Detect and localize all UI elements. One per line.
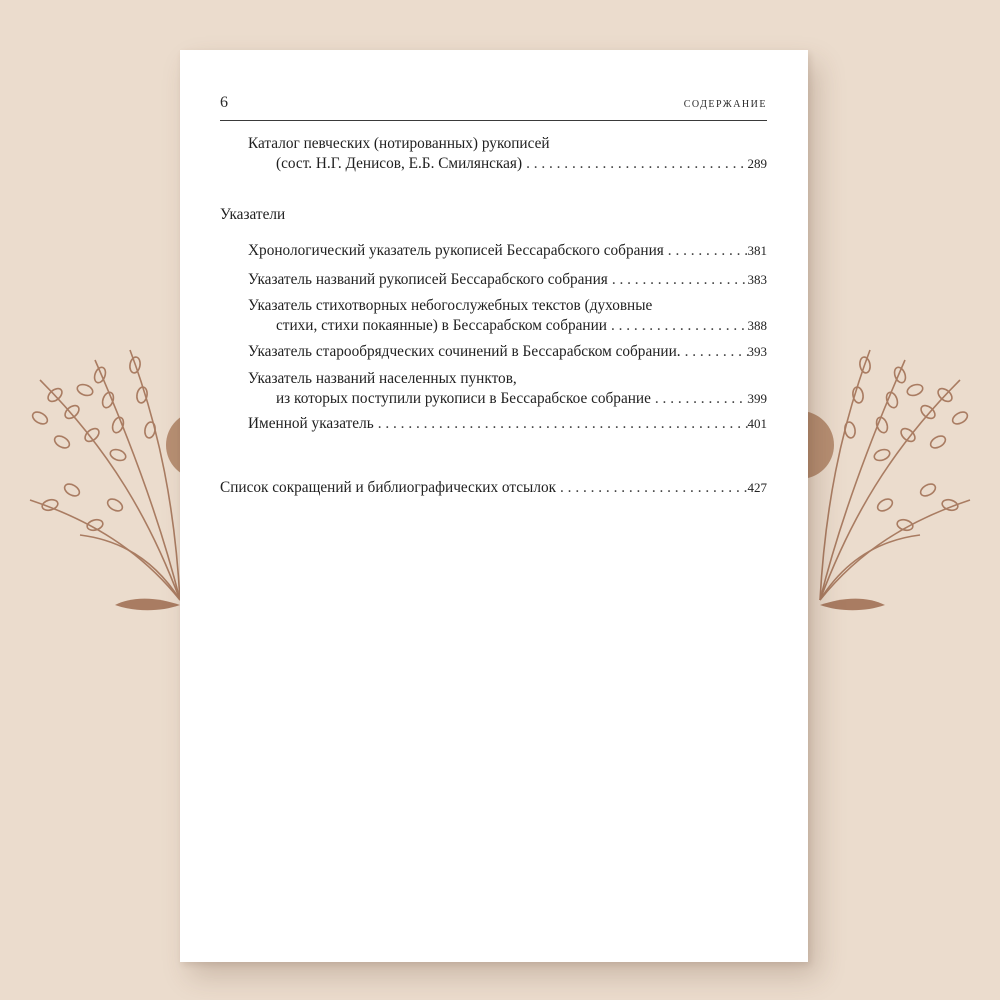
toc-entry-title-continued: стихи, стихи покаянные) в Бессарабском собрании — [276, 317, 607, 334]
section-heading-indexes: Указатели — [220, 206, 286, 223]
toc-page-number: 393 — [747, 344, 767, 359]
toc-entry-index-places — [248, 369, 767, 409]
toc-entry-title: Указатель стихотворных небогослужебных текстов (духовные — [248, 297, 653, 314]
toc-entry-title: Указатель названий рукописей Бессарабского собрания — [248, 271, 608, 288]
toc-page-number: 427 — [747, 480, 767, 495]
dot-leader — [374, 414, 748, 434]
leaf-left — [115, 599, 180, 611]
dot-leader — [651, 389, 748, 409]
toc-entry-index-verse-texts — [248, 296, 767, 336]
toc-entry-catalog — [248, 134, 767, 174]
book-page — [180, 50, 808, 962]
dot-leader — [664, 241, 748, 261]
running-head: СОДЕРЖАНИЕ — [683, 99, 767, 110]
left-branch-group — [30, 350, 180, 600]
toc-entry-abbreviations — [220, 478, 767, 498]
toc-page-number: 289 — [747, 156, 767, 171]
toc-entry-index-old-believers — [248, 342, 767, 362]
right-branch-group — [820, 350, 970, 600]
dot-leader — [608, 270, 748, 290]
toc-entry-index-names — [248, 414, 767, 434]
toc-page-number: 401 — [747, 416, 767, 431]
toc-entry-title: Список сокращений и библиографических отсылок — [220, 479, 557, 496]
dot-leader — [607, 316, 748, 336]
toc-entry-index-chronological — [248, 241, 767, 261]
toc-page-number: 388 — [747, 318, 767, 333]
dot-leader — [556, 478, 747, 498]
toc-page-number: 399 — [747, 391, 767, 406]
toc-entry-title: Именной указатель — [248, 415, 374, 432]
toc-entry-title: Каталог певческих (нотированных) рукописей — [248, 135, 550, 152]
toc-entry-title: Хронологический указатель рукописей Бессарабского собрания — [248, 242, 664, 259]
leaf-right — [820, 599, 885, 611]
toc-entry-title: Указатель названий населенных пунктов, — [248, 370, 517, 387]
dot-leader — [681, 342, 748, 362]
dot-leader — [522, 154, 747, 174]
toc-page-number: 383 — [747, 272, 767, 287]
toc-entry-title-continued: (сост. Н.Г. Денисов, Е.Б. Смилянская) — [276, 155, 523, 172]
toc-entry-title: Указатель старообрядческих сочинений в Бессарабском собрании. — [248, 343, 681, 360]
toc-entry-index-titles — [248, 270, 767, 290]
toc-page-number: 381 — [747, 243, 767, 258]
toc-entry-title-continued: из которых поступили рукописи в Бессарабское собрание — [276, 390, 651, 407]
page-header — [220, 94, 767, 121]
page-number: 6 — [220, 94, 228, 111]
